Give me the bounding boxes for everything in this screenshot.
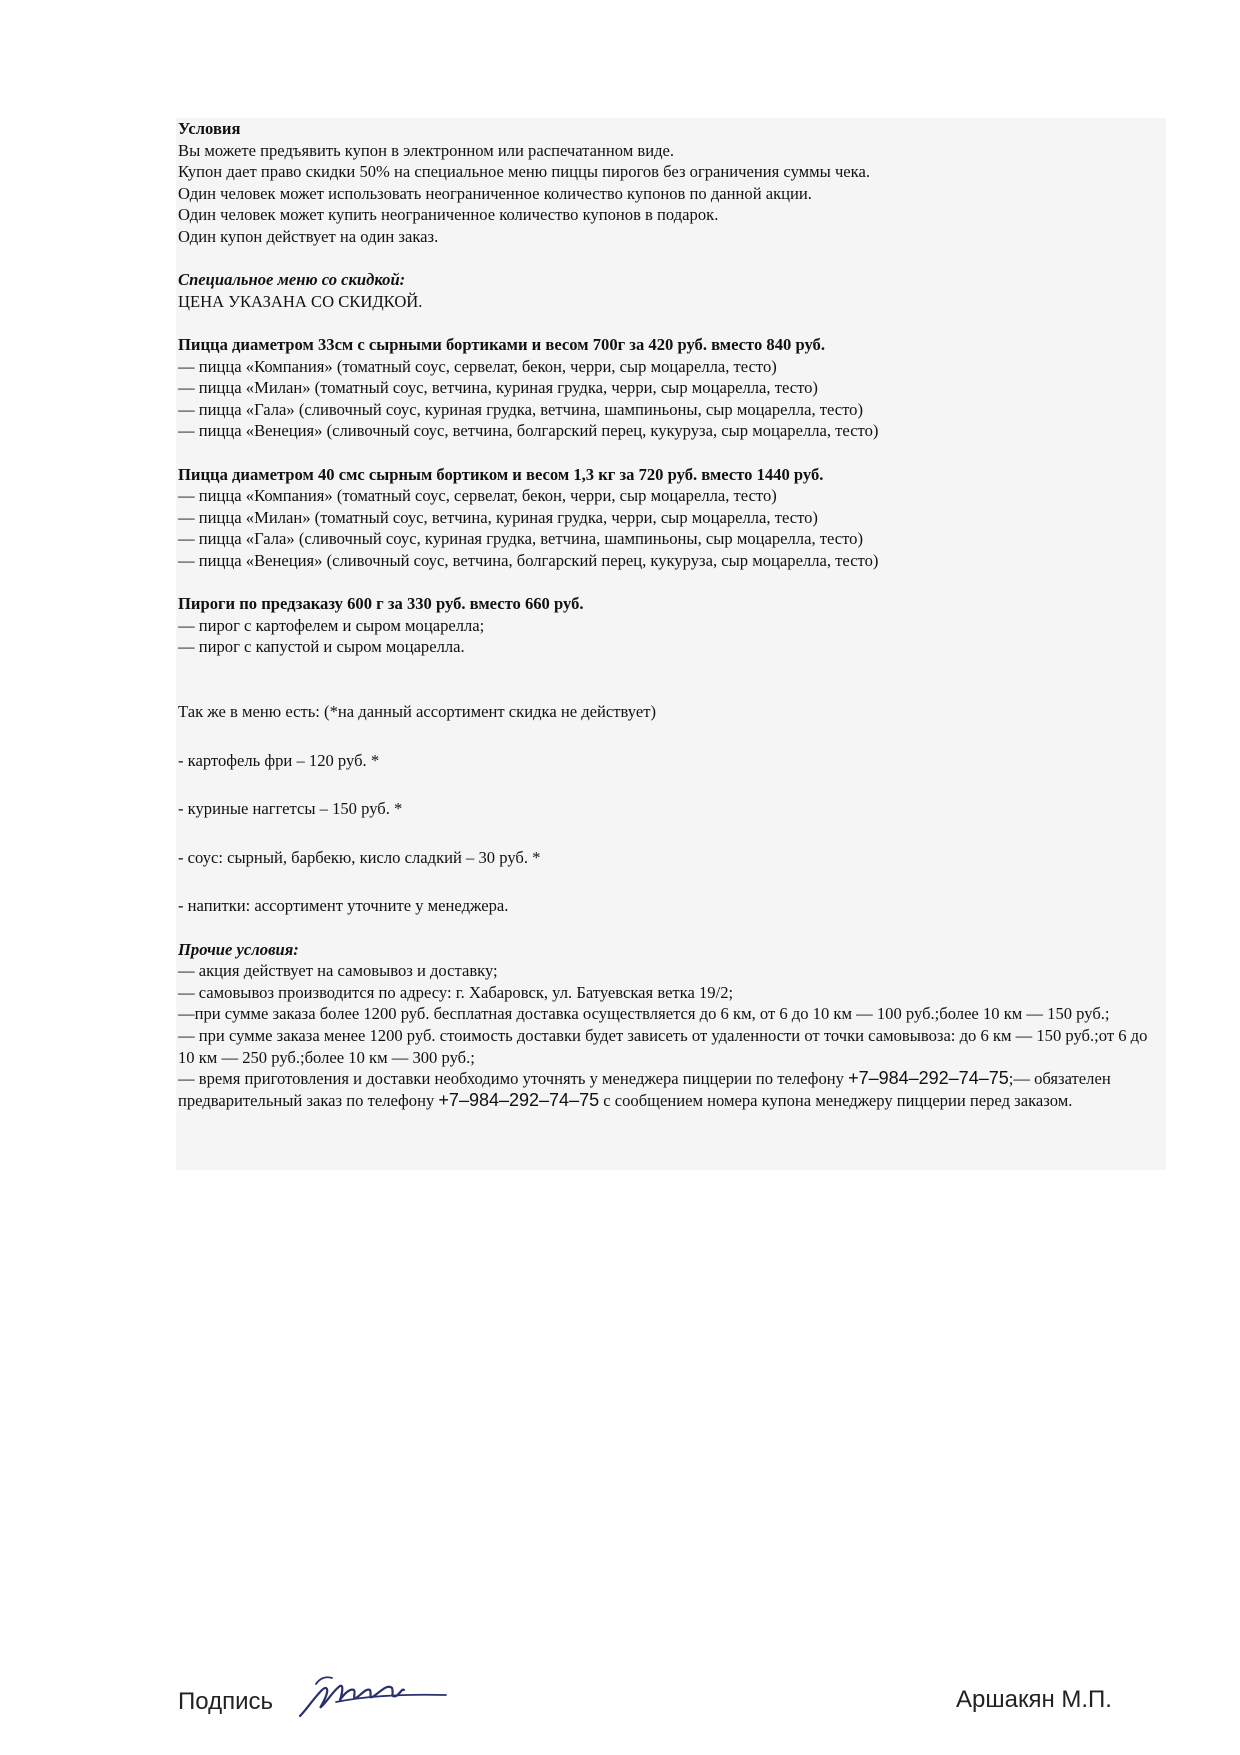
phone-line-start: — время приготовления и доставки необходимо уточнять у менеджера пиццерии по телефону <box>178 1069 849 1089</box>
pizza40-item: — пицца «Венеция» (сливочный соус, ветчина, болгарский перец, кукуруза, сыр моцарелла, тесто) <box>178 550 879 570</box>
condition-line: Вы можете предъявить купон в электронном или распечатанном виде. <box>178 140 675 160</box>
extras-item: - картофель фри – 120 руб. * <box>178 750 380 770</box>
pies-heading: Пироги по предзаказу 600 г за 330 руб. вместо 660 руб. <box>178 594 584 614</box>
extras-intro: Так же в меню есть: (*на данный ассортимент скидка не действует) <box>178 702 657 722</box>
condition-line: Купон дает право скидки 50% на специальное меню пиццы пирогов без ограничения суммы чека. <box>178 162 870 182</box>
other-condition-line: —при сумме заказа более 1200 руб. бесплатная доставка осуществляется до 6 км, от 6 до 10 км — 100 руб.;более 10 км — 150 руб.; <box>178 1004 1110 1024</box>
signatory-name: Аршакян М.П. <box>956 1686 1112 1713</box>
pizza40-item: — пицца «Милан» (томатный соус, ветчина, куриная грудка, черри, сыр моцарелла, тесто) <box>178 507 818 527</box>
special-menu-note: ЦЕНА УКАЗАНА СО СКИДКОЙ. <box>178 291 423 311</box>
extras-item: - напитки: ассортимент уточните у менеджера. <box>178 896 509 916</box>
pizza33-item: — пицца «Милан» (томатный соус, ветчина, куриная грудка, черри, сыр моцарелла, тесто) <box>178 378 818 398</box>
pizza33-item: — пицца «Компания» (томатный соус, сервелат, бекон, черри, сыр моцарелла, тесто) <box>178 356 777 376</box>
handwritten-signature <box>296 1664 456 1724</box>
extras-item: - соус: сырный, барбекю, кисло сладкий – 30 руб. * <box>178 847 541 867</box>
pie-item: — пирог с капустой и сыром моцарелла. <box>178 637 465 657</box>
other-condition-phone-line <box>178 1068 1166 1111</box>
pizza33-item: — пицца «Венеция» (сливочный соус, ветчина, болгарский перец, кукуруза, сыр моцарелла, тесто) <box>178 421 879 441</box>
pizza33-item: — пицца «Гала» (сливочный соус, куриная грудка, ветчина, шампиньоны, сыр моцарелла, тесто) <box>178 399 864 419</box>
pizza40-item: — пицца «Гала» (сливочный соус, куриная грудка, ветчина, шампиньоны, сыр моцарелла, тесто) <box>178 529 864 549</box>
phone-number: +7–984–292–74–75 <box>438 1089 600 1110</box>
conditions-heading: Условия <box>178 119 241 138</box>
condition-line: Один человек может использовать неограниченное количество купонов по данной акции. <box>178 183 812 203</box>
other-condition-line: — акция действует на самовывоз и доставку; <box>178 961 498 981</box>
condition-line: Один человек может купить неограниченное количество купонов в подарок. <box>178 205 719 225</box>
other-condition-line: — при сумме заказа менее 1200 руб. стоимость доставки будет зависеть от удаленности от точки самовывоза: до 6 км — 150 руб.;от 6 до 10 км — 250 руб.;более 10 км — 300 руб.; <box>178 1025 1148 1067</box>
pizza33-heading: Пицца диаметром 33см с сырными бортиками и весом 700г за 420 руб. вместо 840 руб. <box>178 334 825 354</box>
signature-label: Подпись <box>178 1688 273 1715</box>
coupon-terms <box>176 118 1166 1170</box>
other-conditions-heading: Прочие условия: <box>178 939 299 959</box>
phone-number: +7–984–292–74–75 <box>848 1068 1009 1089</box>
pie-item: — пирог с картофелем и сыром моцарелла; <box>178 615 485 635</box>
pizza40-item: — пицца «Компания» (томатный соус, сервелат, бекон, черри, сыр моцарелла, тесто) <box>178 486 777 506</box>
pizza40-heading: Пицца диаметром 40 смс сырным бортиком и весом 1,3 кг за 720 руб. вместо 1440 руб. <box>178 464 824 484</box>
other-condition-line: — самовывоз производится по адресу: г. Хабаровск, ул. Батуевская ветка 19/2; <box>178 982 734 1002</box>
special-menu-heading: Специальное меню со скидкой: <box>178 270 406 290</box>
phone-line-mid: ;— обязателен предварительный заказ по телефону <box>178 1069 1111 1110</box>
extras-item: - куриные наггетсы – 150 руб. * <box>178 799 403 819</box>
condition-line: Один купон действует на один заказ. <box>178 226 439 246</box>
phone-line-end: с сообщением номера купона менеджеру пиццерии перед заказом. <box>599 1090 1073 1110</box>
